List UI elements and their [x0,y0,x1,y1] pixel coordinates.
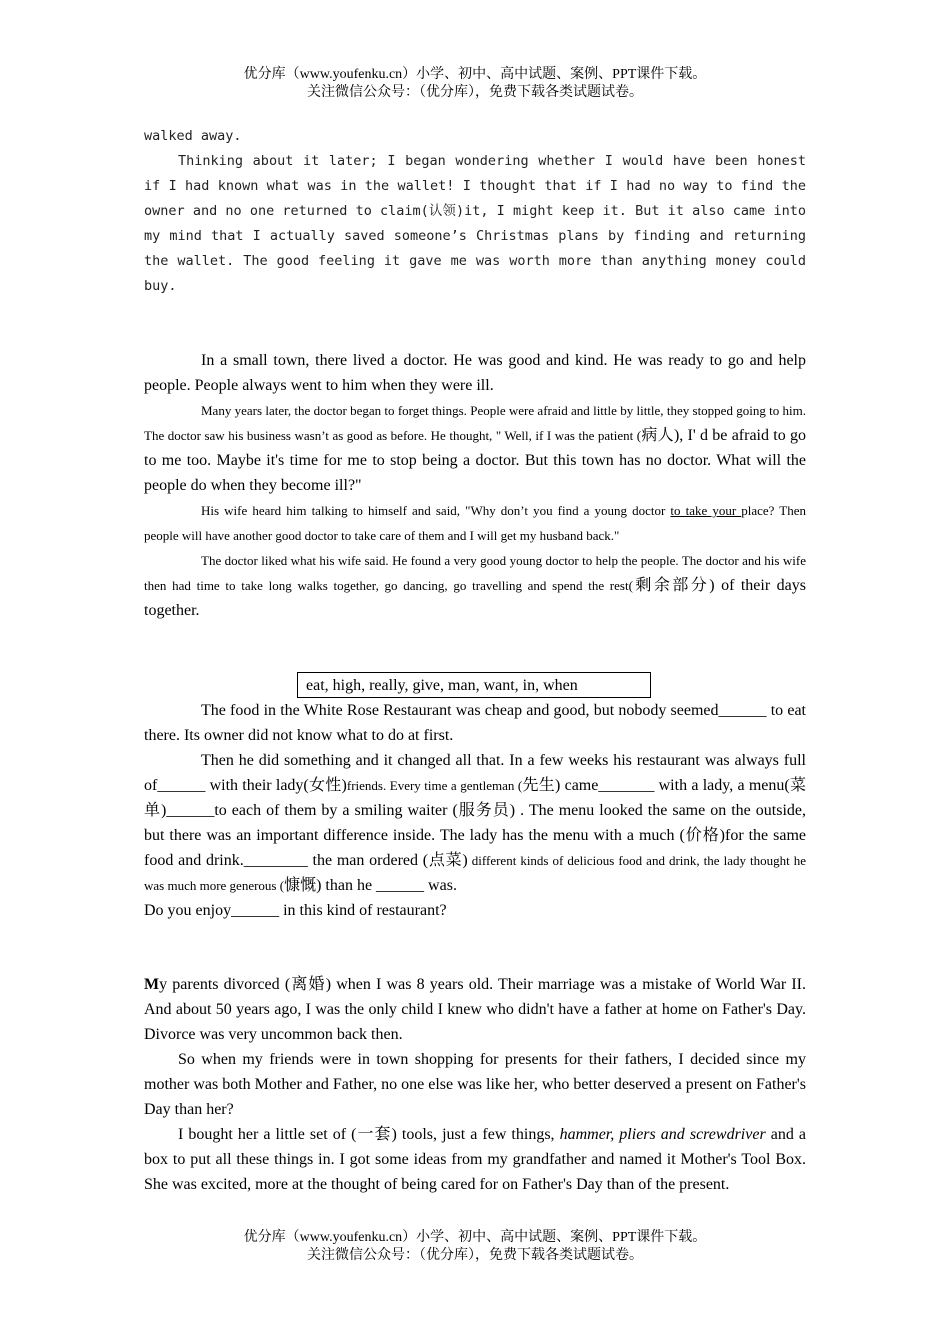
header-line-1: 优分库（www.youfenku.cn）小学、初中、高中试题、案例、PPT课件下载。 [243,67,707,82]
passage-mother [144,972,806,1197]
mother-paragraph-1-text: y parents divorced (离婚) when I was 8 years old. Their marriage was a mistake of World War II. And about 50 years ago, I was the only child I knew who didn't have a father at home on Father's Day. Divorce was very uncommon back then. [144,976,806,1043]
passage-wallet-paragraph: Thinking about it later; I began wondering whether I would have been honest if I had known what was in the wallet! I thought that if I had no way to find the owner and no one returned to claim(认领)it, I might keep it. But it also came into my mind that I actually saved someone’s Christmas plans by finding and returning the wallet. The good feeling it gave me was worth more than anything money could buy. [144,153,806,294]
mother-paragraph-3 [144,1122,806,1197]
doctor-paragraph-3 [144,498,806,548]
mother-paragraph-1 [144,972,806,1047]
mother-paragraph-2: So when my friends were in town shopping for presents for their fathers, I decided since my mother was both Mother and Father, no one else was like her, who better deserved a present on Father's Day than her? [144,1051,806,1118]
doctor-paragraph-2-small: Many years later, the doctor began to forget things. People were afraid and little by little, they stopped going to him. The doctor saw his business wasn’t as good as before. He thought, " Well, if I was the patient ( [144,403,806,443]
restaurant-paragraph-2-b: 先生) came_______ with a lady, a menu(菜单)______to each of them by a smiling waiter (服务员) . The menu looked the same on the outside, but there was an important difference inside. The lady has the menu with a much (价格)for the same food and drink.________ the man ordered (点菜) [144,777,806,869]
footer-line-1: 优分库（www.youfenku.cn）小学、初中、高中试题、案例、PPT课件下载。 [243,1230,707,1245]
passage-wallet [144,124,806,299]
mother-paragraph-3-b: and a box to put all these things in. I got some ideas from my grandfather and named it Mother's Tool Box. She was excited, more at the thought of being cared for on Father's Day than of the present. [144,1126,806,1193]
doctor-paragraph-3-underlined: to take your [670,503,742,518]
doctor-paragraph-2-rest: 病人), I' d be afraid to go to me too. Maybe it's time for me to stop being a doctor. But this town has no doctor. What will the people do when they become ill?" [144,427,806,494]
mother-paragraph-3-italic: hammer, pliers and screwdriver [559,1126,766,1143]
doctor-paragraph-3-a: His wife heard him talking to himself and said, "Why don’t you find a young doctor [201,503,671,518]
footer-line-2: 关注微信公众号：（优分库），免费下载各类试题试卷。 [307,1248,643,1263]
restaurant-paragraph-2-c: 慷慨) than he ______ was. [284,877,457,894]
page-footer [0,1229,950,1265]
word-bank-box: eat, high, really, give, man, want, in, when [297,672,651,698]
restaurant-paragraph-3: Do you enjoy______ in this kind of restaurant? [144,902,447,919]
doctor-paragraph-2 [144,398,806,498]
restaurant-paragraph-2-small-2: different kinds of delicious food and drink, the lady thought he was much more generous ( [144,853,806,893]
mother-paragraph-1-initial: M [144,976,160,993]
mother-paragraph-3-a: I bought her a little set of (一套) tools, just a few things, [178,1126,560,1143]
page-header [0,66,950,102]
doctor-paragraph-1: In a small town, there lived a doctor. He was good and kind. He was ready to go and help people. People always went to him when they were ill. [144,352,806,394]
passage-restaurant [144,698,806,923]
doctor-paragraph-3-b: place? Then people will have another good doctor to take care of them and I will get my husband back." [144,503,806,543]
passage-doctor [144,348,806,623]
doctor-paragraph-4 [144,548,806,623]
restaurant-paragraph-2-small-1: friends. Every time a gentleman ( [346,778,523,793]
passage-wallet-line-end: walked away. [144,128,242,144]
restaurant-paragraph-2 [144,748,806,898]
restaurant-paragraph-2-a: Then he did something and it changed all that. In a few weeks his restaurant was always full of______ with their lady(女性) [144,752,806,794]
restaurant-paragraph-1: The food in the White Rose Restaurant was cheap and good, but nobody seemed______ to eat there. Its owner did not know what to do at first. [144,702,806,744]
doctor-paragraph-4-rest: 剩余部分) of their days together. [144,577,806,619]
header-line-2: 关注微信公众号：（优分库），免费下载各类试题试卷。 [307,85,643,100]
doctor-paragraph-4-small: The doctor liked what his wife said. He found a very good young doctor to help the people. The doctor and his wife then had time to take long walks together, go dancing, go travelling and spend the rest( [144,553,806,593]
